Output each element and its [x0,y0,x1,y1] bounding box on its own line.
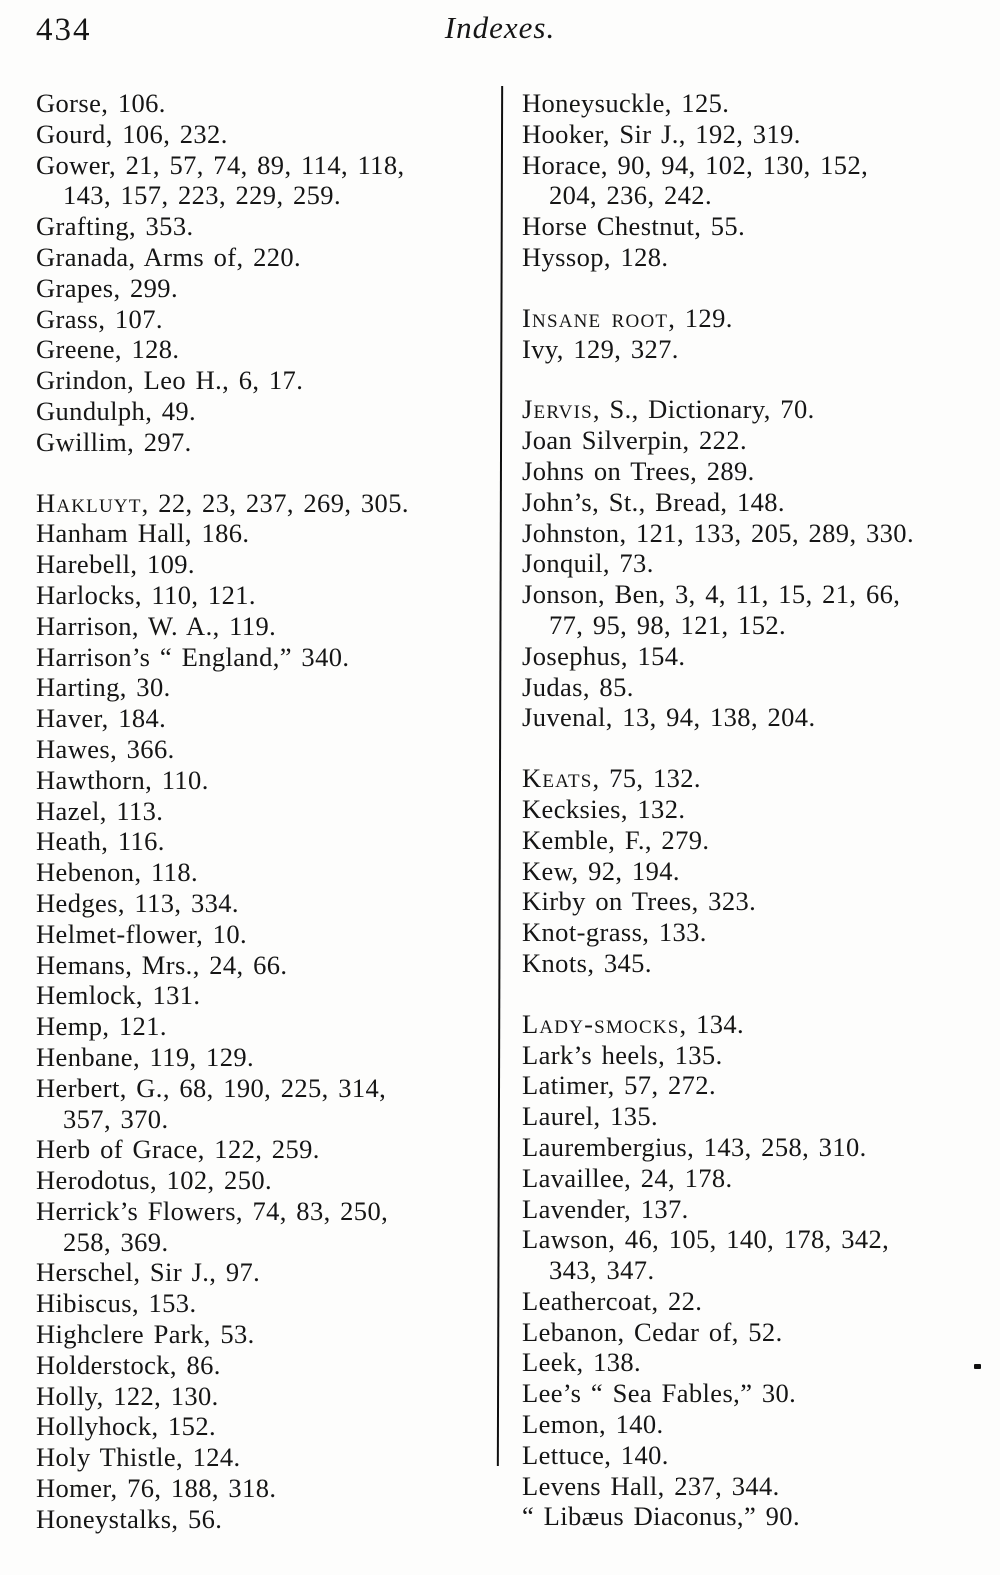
index-entry: Harrison, W. A., 119. [36,610,277,641]
index-entry: Hedges, 113, 334. [36,887,239,918]
index-entry: Kecksies, 132. [522,793,686,824]
index-entry: 258, 369. [63,1226,169,1257]
index-entry: Gorse, 106. [36,88,166,118]
index-entry: Hemlock, 131. [36,980,201,1011]
index-entry: Keats, 75, 132. [522,763,701,794]
smallcaps-lead: Insane root [522,302,669,333]
index-entry: Joan Silverpin, 222. [522,425,747,456]
index-entry: Kew, 92, 194. [522,855,680,886]
index-entry: Knot-grass, 133. [522,917,707,948]
index-entry: Honeysuckle, 125. [522,88,730,118]
index-entry: Hanham Hall, 186. [36,518,250,549]
left-column [36,88,484,1535]
index-entry: Greene, 128. [36,334,180,365]
index-entry: Laurel, 135. [522,1101,659,1132]
index-entry: Lavender, 137. [522,1193,689,1224]
index-entry: Grass, 107. [36,303,163,334]
index-entry: Josephus, 154. [522,640,686,671]
index-entry: Harrison’s “ England,” 340. [36,641,350,672]
index-entry: 357, 370. [63,1103,169,1134]
index-entry: Gundulph, 49. [36,395,197,426]
smallcaps-lead: Jervis [522,394,593,425]
index-entry: Hazel, 113. [36,795,164,826]
index-entry: Homer, 76, 188, 318. [36,1473,277,1504]
index-entry: Lavaillee, 24, 178. [522,1162,733,1193]
column-divider-rule [497,86,503,1466]
smallcaps-lead: Keats [522,763,593,794]
index-entry: Grindon, Leo H., 6, 17. [36,365,304,396]
index-entry: Hooker, Sir J., 192, 319. [522,118,801,149]
index-entry: Ivy, 129, 327. [522,333,679,364]
page-title: Indexes. [444,10,556,45]
index-entry: Heath, 116. [36,826,165,857]
index-entry: Jonquil, 73. [522,548,654,579]
index-entry: “ Libæus Diaconus,” 90. [522,1501,800,1532]
index-entry: Hibiscus, 153. [36,1288,197,1319]
index-entry: 343, 347. [549,1255,655,1286]
index-entry: Horace, 90, 94, 102, 130, 152, [522,149,869,180]
index-entry: Hollyhock, 152. [36,1411,216,1442]
index-entry: Herrick’s Flowers, 74, 83, 250, [36,1195,389,1226]
index-entry: Hemans, Mrs., 24, 66. [36,949,288,980]
index-entry: Haver, 184. [36,703,167,734]
index-entry: Insane root, 129. [522,302,733,333]
index-entry: Highclere Park, 53. [36,1319,255,1350]
index-entry: Harlocks, 110, 121. [36,579,256,610]
index-entry: Herodotus, 102, 250. [36,1165,273,1196]
index-entry: Levens Hall, 237, 344. [522,1470,780,1501]
index-entry: Hawthorn, 110. [36,764,209,795]
index-entry: Herbert, G., 68, 190, 225, 314, [36,1072,387,1103]
index-entry: Jervis, S., Dictionary, 70. [522,394,815,425]
index-entry: Herschel, Sir J., 97. [36,1257,261,1288]
index-entry: Holly, 122, 130. [36,1380,219,1411]
index-entry: Hawes, 366. [36,733,175,764]
index-entry: Gwillim, 297. [36,426,192,457]
index-entry: Lark’s heels, 135. [522,1039,723,1070]
index-entry: Hebenon, 118. [36,857,199,888]
index-entry: Horse Chestnut, 55. [522,211,746,242]
index-entry: John’s, St., Bread, 148. [522,486,785,517]
index-entry: Hyssop, 128. [522,241,669,272]
index-entry: Laurembergius, 143, 258, 310. [522,1131,867,1162]
index-entry: Lee’s “ Sea Fables,” 30. [522,1378,797,1409]
index-entry: Hemp, 121. [36,1011,167,1042]
index-entry: Gower, 21, 57, 74, 89, 114, 118, [36,149,405,180]
index-entry: Lawson, 46, 105, 140, 178, 342, [522,1224,890,1255]
index-entry: Johns on Trees, 289. [522,455,755,486]
ink-speck [974,1364,981,1369]
index-entry: Gourd, 106, 232. [36,118,228,149]
index-entry: Leathercoat, 22. [522,1285,703,1316]
index-entry: Granada, Arms of, 220. [36,241,302,272]
index-entry: Holy Thistle, 124. [36,1442,241,1473]
page-number: 434 [36,12,92,48]
index-entry: Latimer, 57, 272. [522,1070,716,1101]
index-entry: Hakluyt, 22, 23, 237, 269, 305. [36,487,409,518]
right-column [522,88,990,1532]
index-entry: Lady-smocks, 134. [522,1008,745,1039]
index-entry: Juvenal, 13, 94, 138, 204. [522,702,816,733]
index-entry: Grafting, 353. [36,211,194,242]
index-entry: Lettuce, 140. [522,1439,669,1470]
index-entry: Grapes, 299. [36,272,178,303]
index-entry: Knots, 345. [522,947,652,978]
smallcaps-lead: Lady-smocks [522,1008,680,1039]
index-entry: Harting, 30. [36,672,171,703]
index-entry: 204, 236, 242. [549,180,712,211]
index-entry: Leek, 138. [522,1347,642,1378]
index-entry: Jonson, Ben, 3, 4, 11, 15, 21, 66, [522,579,901,610]
index-entry: Johnston, 121, 133, 205, 289, 330. [522,517,914,548]
index-entry: Lebanon, Cedar of, 52. [522,1316,783,1347]
index-entry: Honeystalks, 56. [36,1503,223,1534]
index-entry: Lemon, 140. [522,1409,664,1440]
index-entry: Henbane, 119, 129. [36,1041,255,1072]
index-entry: Judas, 85. [522,671,634,702]
index-entry: Kirby on Trees, 323. [522,886,757,917]
index-entry: Kemble, F., 279. [522,824,710,855]
index-entry: Helmet-flower, 10. [36,918,247,949]
smallcaps-lead: Hakluyt [36,487,142,518]
index-entry: Herb of Grace, 122, 259. [36,1134,320,1165]
index-entry: 143, 157, 223, 229, 259. [63,180,341,211]
index-entry: Holderstock, 86. [36,1349,221,1380]
index-entry: Harebell, 109. [36,549,195,580]
index-entry: 77, 95, 98, 121, 152. [549,609,787,640]
